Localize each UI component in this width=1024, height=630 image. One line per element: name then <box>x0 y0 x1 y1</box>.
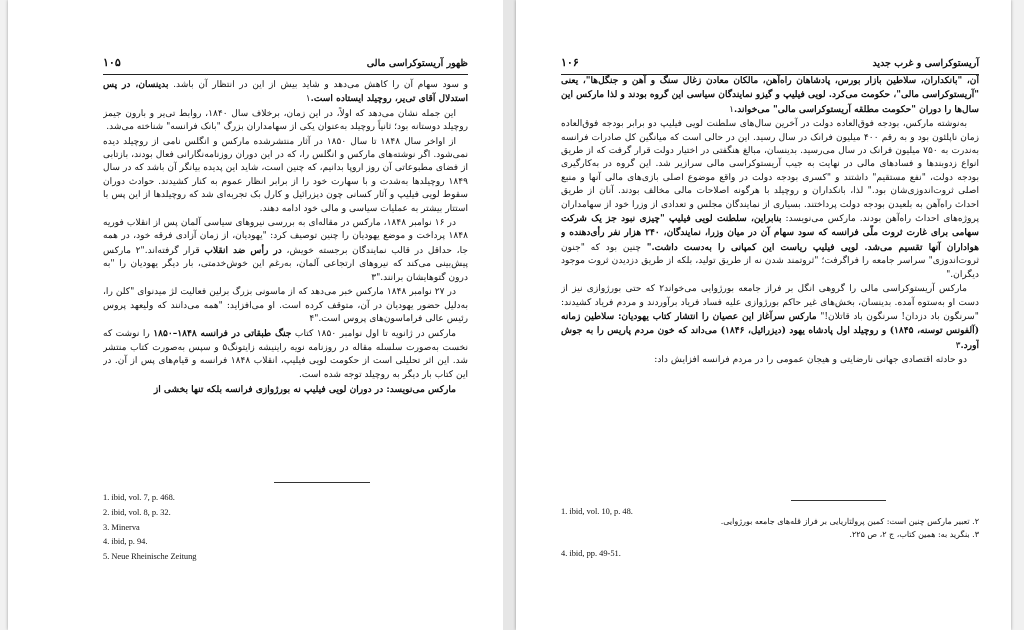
paragraph <box>103 78 468 107</box>
left-page-body <box>103 78 468 476</box>
paragraph <box>561 118 979 282</box>
paragraph-text: مارکس در ژانویه تا اول نوامبر ۱۸۵۰ کتاب <box>291 329 457 340</box>
footnote: 3. Minerva <box>103 522 140 532</box>
left-page-number: ۱۰۵ <box>103 56 121 69</box>
paragraph <box>103 108 468 135</box>
paragraph-text: به‌نوشته مارکس، بودجه فوق‌العاده دولت در آخرین سال‌های سلطنت لویی فیلیپ دو برابر بودجه فوق‌العاده زمان ناپلئون بود و به رقم ۴۰۰ میلیون فرانک در سال رسید. این در حالی است که میانگین کل صادرات فرانسه به‌ندرت به ۷۵۰ میلیون فرانک در سال می‌رسید. بدینسان، مبالغ هنگفتی در اختیار دولت قرار گرفت که از طریق انواع زدوبندها و فسادهای مالی در نهایت به جیب آریستوکراسی مالی سرازیر شد. این گروه در به‌کارگیری بودجه دولت، "نفع مستقیم" داشتند و "کسری بودجه دولت در واقع موضوع اصلی بازی‌های مالی آنها و منبع اصلی ثروت‌اندوزی‌شان بود." لذا، بانکداران و روچیلد با هرگونه اصلاحات مالی مخالف بودند. آنان از طریق احداث راه‌آهن به بلعیدن بودجه دولت پرداختند. بسیاری از نمایندگان مجلس و تعدادی از وزرا خود از سهامداران پروژه‌های احداث راه‌آهن بودند. مارکس می‌نویسد: <box>561 119 979 225</box>
emphasized-text: جنگ طبقاتی در فرانسه ۱۸۴۸–۱۸۵۰ <box>153 328 292 340</box>
right-footnotes-latin-top <box>561 505 633 520</box>
right-page-body <box>561 74 979 494</box>
paragraph-text: ۱ <box>729 104 735 115</box>
paragraph-text: در ۱۶ نوامبر ۱۸۴۸، مارکس در مقاله‌ای به بررسی نیروهای سیاسی آلمان پس از انقلاب فوریه ۱۸۴۸ پرداخت و موضع یهودیان را چنین توصیف کرد: "یهودیان، از زمان آزادی فرقه خود، در همه جا، حداقل در قالب نمایندگان برجسته خویش، <box>103 218 468 256</box>
footnote: 1. ibid, vol. 7, p. 468. <box>103 493 175 502</box>
paragraph <box>561 283 979 353</box>
emphasized-text: مارکس سرآغاز این عصیان را انتشار کتاب یهودیان: سلاطین زمانه (آلفونس توسنه، ۱۸۴۵) و روچیلد اول پادشاه یهود (دیزرائیل، ۱۸۴۶) می‌داند که خون مردم پاریس را به جوش آورد. <box>561 310 979 351</box>
paragraph <box>103 136 468 216</box>
footnote: ۳. بنگرید به: همین کتاب، ج ۲، ص ۲۲۵. <box>849 529 979 539</box>
footnote: ۲. تعبیر مارکس چنین است: کمین پرولتاریایی بر فراز قله‌های جامعه بورژوایی. <box>720 517 979 526</box>
emphasized-text: آن، "بانکداران، سلاطین بازار بورس، پادشاهان راه‌آهن، مالکان معادن زغال سنگ و آهن و جنگل‌ها"، یعنی "آریستوکراسی مالی"، حکومت می‌کرد. لویی فیلیپ و گیزو نمایندگان سیاسی این گروه بودند و لذا مارکس این سال‌ها را دوران "حکومت مطلقه آریستوکراسی مالی" می‌خواند. <box>561 75 979 115</box>
page-gutter <box>503 0 516 630</box>
paragraph <box>561 354 979 367</box>
paragraph-text: مارکس آریستوکراسی مالی را گروهی انگل بر فراز جامعه بورژوایی می‌خواند۲ که حتی بورژوازی نیز از دست او به‌ستوه آمده. بدینسان، بخش‌های غیر حاکم بورژوازی علیه فساد فریاد برآوردند و مردم فریاد کشیدند: "سرنگون باد دزدان! سرنگون باد قاتلان!" <box>561 284 979 322</box>
right-page-running-title: آریستوکراسی و غرب جدید <box>872 58 979 69</box>
left-page-header <box>103 56 468 75</box>
paragraph <box>103 286 468 326</box>
right-footnotes-persian <box>721 516 979 541</box>
right-footnote-rule <box>791 500 886 501</box>
left-footnote-rule <box>274 482 370 483</box>
left-page-running-title: ظهور آریستوکراسی مالی <box>366 58 468 69</box>
paragraph-text: در ۲۷ نوامبر ۱۸۴۸ مارکس خبر می‌دهد که از ماسونی بزرگ برلین فعالیت لژ میدنوای "کلن را، به‌دلیل حضور یهودیان در آن، متوقف کرده است. او می‌افزاید: "همه می‌دانند که ولیعهد پروس رئیس عالی فراماسون‌های پروس است."۴ <box>103 287 468 324</box>
paragraph <box>103 217 468 285</box>
left-footnotes <box>103 491 197 565</box>
emphasized-text: بنابراین، سلطنت لویی فیلیپ "چیزی نبود جز یک شرکت سهامی برای غارت ثروت ملّی فرانسه که سود سهام آن در میان وزرا، نمایندگان، ۲۴۰ هزار نفر رأی‌دهنده و هواداران آنها تقسیم می‌شد. لویی فیلیپ ریاست این کمپانی را به‌دست داشت." <box>561 213 979 253</box>
paragraph-text: این جمله نشان می‌دهد که اولاً، در این زمان، برخلاف سال ۱۸۴۰، روابط تی‌یر و بارون جیمز روچیلد دوستانه بود؛ ثانیاً روچیلد به‌عنوان یکی از سهامداران بزرگ "بانک فرانسه" شناخته می‌شد. <box>103 108 468 133</box>
emphasized-text: در رأس ضد انقلاب <box>204 244 282 256</box>
paragraph-text: و سود سهام آن را کاهش می‌دهد و شاید بیش از این در انتظار آن باشد. <box>168 80 468 90</box>
right-page-header <box>561 56 979 75</box>
paragraph-text: از اواخر سال ۱۸۴۸ تا سال ۱۸۵۰ در آثار منتشرشده مارکس و انگلس نامی از روچیلد دیده نمی‌شود. اگر نوشته‌های مارکس و انگلس را، که در این دوران روزنامه‌نگارانی فعال بودند، بازتابی از فضای مطبوعاتی آن روز اروپا بدانیم، که چنین است، شاید این پدیده بیانگر آن باشد که در سال ۱۸۴۹ روچیلدها به‌شدت و با سهارت خود را از برابر انظار عموم به کنار کشیدند. حوادث دوران سقوط لویی فیلیپ و آثار کسانی چون دیزرائیل و کارل بک تجربه‌ای شد که روچیلدها از این پس با استتار بیشتر به عملیات سیاسی و مالی خود ادامه دهند. <box>103 136 468 214</box>
paragraph-text: ۱ <box>305 94 311 105</box>
footnote: 2. ibid, vol. 8, p. 32. <box>103 507 171 517</box>
paragraph-text: دو حادثه اقتصادی جهانی نارضایتی و هیجان عمومی را در مردم فرانسه افزایش داد: <box>654 355 967 366</box>
footnote: 4. ibid, pp. 49-51. <box>561 549 621 558</box>
paragraph-text: ۳ <box>955 340 961 351</box>
paragraph <box>561 74 979 117</box>
footnote: 5. Neue Rheinische Zeitung <box>103 552 197 562</box>
right-footnotes-latin-bottom <box>561 547 621 562</box>
left-page <box>8 0 503 630</box>
paragraph-text: را نوشت که نخست به‌صورت سلسله مقاله در روزنامه نویه راینیشه زایتونگ۵ و سپس به‌صورت کتاب منتشر شد. این اثر تحلیلی است از حکومت لویی فیلیپ، انقلاب ۱۸۴۸ فرانسه و قیام‌های پس از آن. در این کتاب بار دیگر به روچیلد توجه شده است. <box>103 329 468 380</box>
right-page-number: ۱۰۶ <box>561 56 579 69</box>
paragraph <box>103 327 468 382</box>
emphasized-text: مارکس می‌نویسد: در دوران لویی فیلیپ نه بورژوازی فرانسه بلکه تنها بخشی از <box>153 383 456 395</box>
footnote: 1. ibid, vol. 10, p. 48. <box>561 507 633 516</box>
paragraph-text: چنین بود که "جنون ثروت‌اندوزی" سراسر جامعه را فراگرفت؛ "ثروتمند شدن نه از طریق تولید، بلکه از طریق دزدیدن ثروت موجود دیگران." <box>561 242 979 280</box>
paragraph <box>103 383 468 397</box>
footnote: 4. ibid, p. 94. <box>103 537 148 547</box>
emphasized-text: بدینسان، در پس استدلال آقای تی‌یر، روچیلد ایستاده است. <box>103 79 468 105</box>
paragraph-text: قرار گرفته‌اند."۲ مارکس پیش‌بینی می‌کند که نیروهای ارتجاعی آلمان، به‌رغم این خوش‌خدمتی، بار دیگر یهودیان را "به درون گتوهایشان برانند."۳ <box>103 245 468 283</box>
right-page <box>516 0 1011 630</box>
